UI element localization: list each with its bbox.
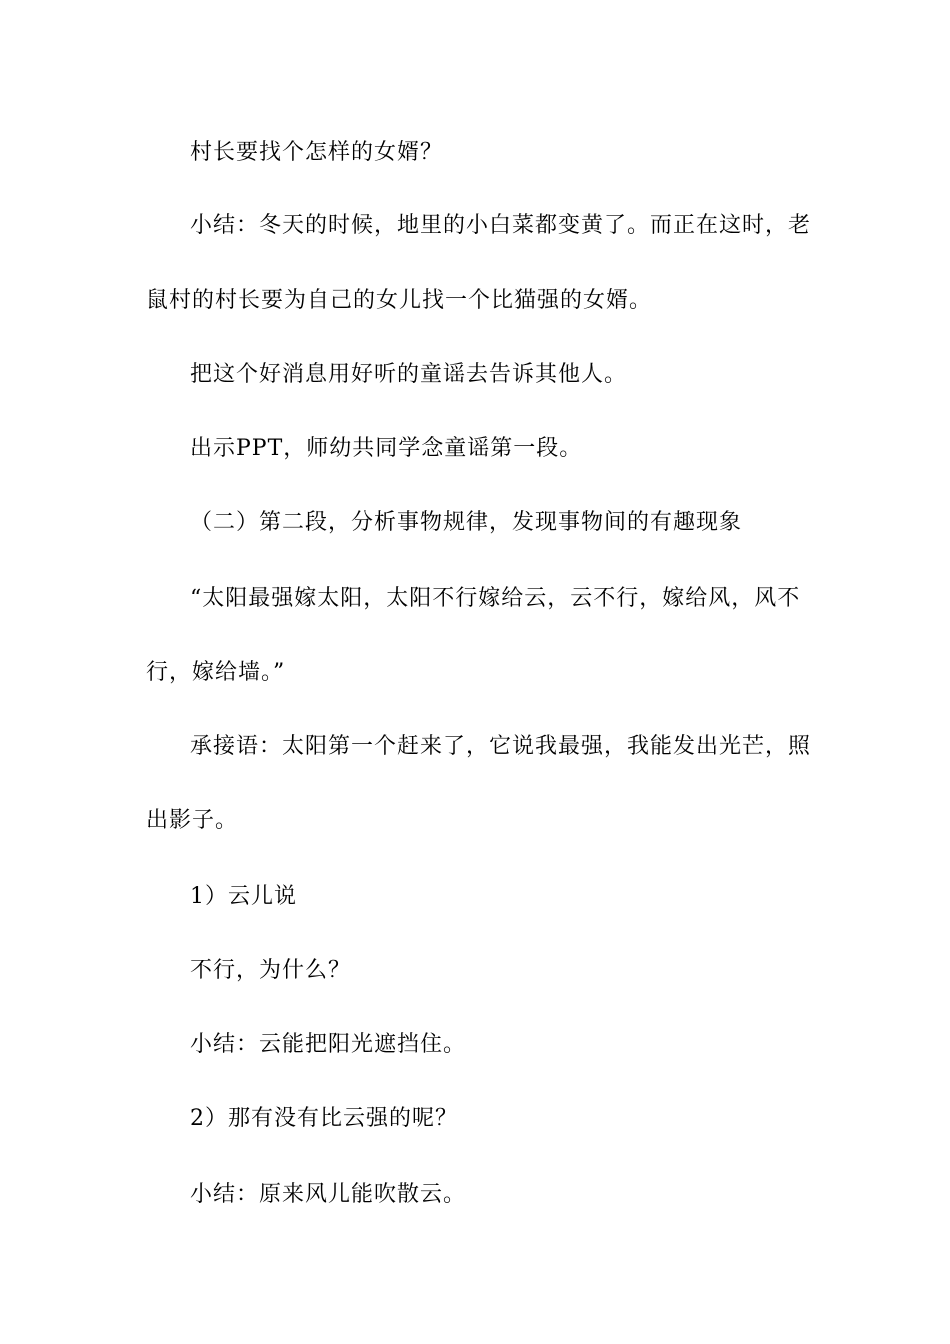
rhyme-line-continued: 行，嫁给墙。” (146, 660, 286, 685)
transition-line-continued: 出影子。 (146, 808, 239, 833)
transition-line: 承接语：太阳第一个赶来了，它说我最强，我能发出光芒，照 (190, 734, 812, 759)
rhyme-line: “太阳最强嫁太阳，太阳不行嫁给云，云不行，嫁给风，风不 (190, 586, 801, 611)
summary-line: 小结：云能把阳光遮挡住。 (190, 1032, 467, 1057)
paragraph-line: 出示PPT，师幼共同学念童谣第一段。 (190, 436, 583, 461)
list-item: 2）那有没有比云强的呢？ (190, 1106, 458, 1131)
paragraph-line: 不行，为什么？ (190, 958, 352, 983)
summary-line-1-continued: 鼠村的村长要为自己的女儿找一个比猫强的女婿。 (146, 288, 653, 313)
summary-line-1: 小结：冬天的时候，地里的小白菜都变黄了。而正在这时，老 (190, 213, 812, 238)
list-item: 1）云儿说 (190, 884, 297, 909)
summary-line: 小结：原来风儿能吹散云。 (190, 1182, 467, 1207)
paragraph-line: 把这个好消息用好听的童谣去告诉其他人。 (190, 362, 628, 387)
section-heading: （二）第二段，分析事物规律，发现事物间的有趣现象 (190, 510, 743, 535)
question-line: 村长要找个怎样的女婿？ (190, 140, 444, 165)
